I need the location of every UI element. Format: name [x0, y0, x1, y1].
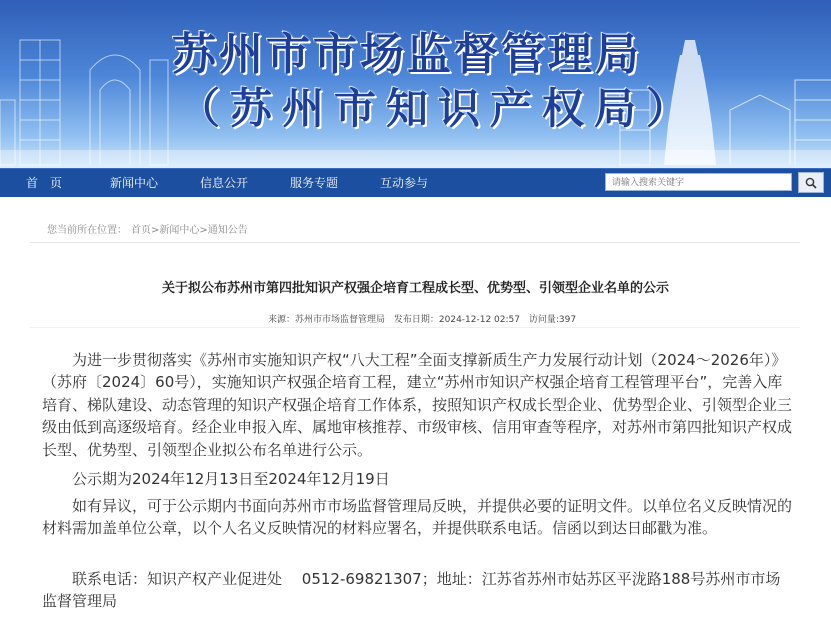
nav-service-topics[interactable]: 服务专题 — [290, 176, 339, 190]
article-views: 访问量:397 — [528, 315, 577, 325]
article-paragraph: 公示期为2024年12月13日至2024年12月19日 — [72, 470, 390, 488]
main-nav — [0, 168, 831, 197]
header-banner — [0, 0, 831, 168]
article-paragraph: 联系电话：知识产权产业促进处 0512-69821307；地址：江苏省苏州市姑苏区平泷路188号苏州市市场监督管理局 — [42, 570, 781, 611]
breadcrumb-path[interactable]: 首页>新闻中心>通知公告 — [131, 225, 248, 236]
breadcrumb-divider — [30, 242, 800, 243]
search-button[interactable] — [798, 172, 824, 193]
article-paragraph: 为进一步贯彻落实《苏州市实施知识产权“八大工程”全面支撑新质生产力发展行动计划（2024～2026年）》（苏府〔2024〕60号），实施知识产权强企培育工程，建立“苏州市知识产权强企培育工程管理平台”，完善入库培育、梯队建设、动态管理的知识产权强企培育工作体系，按照知识产权成长型企业、优势型企业、引领型企业三级由低到高逐级培育。经企业申报入库、属地审核推荐、市级审核、信用审查等程序，对苏州市第四批知识产权成长型、优势型、引领型企业拟公布名单进行公示。 — [42, 351, 793, 459]
search-icon — [805, 177, 817, 189]
nav-info-disclosure[interactable]: 信息公开 — [200, 176, 249, 190]
article-meta — [268, 312, 582, 325]
breadcrumb — [47, 221, 252, 236]
nav-news-center[interactable]: 新闻中心 — [110, 176, 159, 190]
nav-home[interactable]: 首 页 — [26, 176, 63, 190]
article-source: 来源：苏州市市场监督管理局 — [268, 315, 386, 325]
site-subtitle: （苏州市知识产权局） — [178, 84, 699, 133]
article-title: 关于拟公布苏州市第四批知识产权强企培育工程成长型、优势型、引领型企业名单的公示 — [161, 281, 669, 296]
breadcrumb-prefix: 您当前所在位置： — [47, 225, 127, 236]
site-title: 苏州市市场监督管理局 — [172, 29, 642, 80]
article-paragraph: 如有异议，可于公示期内书面向苏州市市场监督管理局反映，并提供必要的证明文件。以单位名义反映情况的材料需加盖单位公章，以个人名义反映情况的材料应署名，并提供联系电话。信函以到达日邮戳为准。 — [42, 497, 793, 538]
search-input[interactable] — [605, 173, 792, 191]
article-date: 发布日期：2024-12-12 02:57 — [393, 315, 520, 325]
meta-divider — [30, 327, 800, 328]
nav-interaction[interactable]: 互动参与 — [380, 176, 429, 190]
